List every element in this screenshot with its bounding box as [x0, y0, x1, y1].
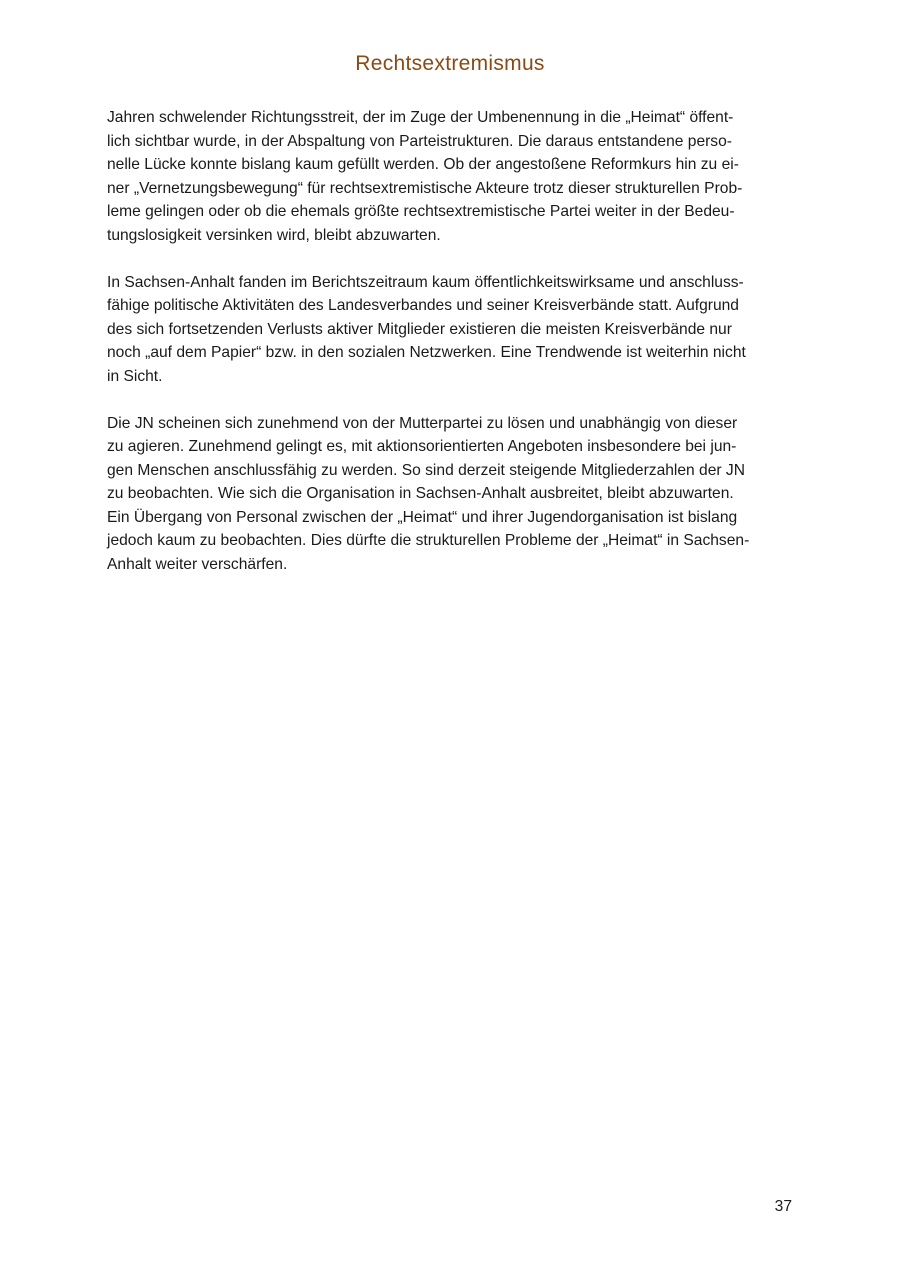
text-line: Anhalt weiter verschärfen.: [107, 555, 288, 573]
page-number: 37: [774, 1198, 792, 1215]
text-line: zu beobachten. Wie sich die Organisation in Sachsen-Anhalt ausbreitet, bleibt abzuwarten.: [107, 485, 734, 502]
page-title: Rechtsextremismus: [355, 52, 545, 75]
text-line: tungslosigkeit versinken wird, bleibt abzuwarten.: [107, 226, 441, 244]
text-line: in Sicht.: [107, 367, 163, 385]
text-line: des sich fortsetzenden Verlusts aktiver Mitglieder existieren die meisten Kreisverbände nur: [107, 320, 732, 338]
text-line: zu agieren. Zunehmend gelingt es, mit aktionsorientierten Angeboten insbesondere bei jun-: [107, 438, 737, 455]
text-line: Ein Übergang von Personal zwischen der „Heimat“ und ihrer Jugendorganisation ist bislang: [107, 508, 738, 526]
text-line: gen Menschen anschlussfähig zu werden. So sind derzeit steigende Mitgliederzahlen der JN: [107, 461, 745, 479]
text-line: jedoch kaum zu beobachten. Dies dürfte die strukturellen Probleme der „Heimat“ in Sachsen-: [107, 532, 750, 549]
paragraph-spacer: [107, 247, 793, 271]
text-line: Jahren schwelender Richtungsstreit, der im Zuge der Umbenennung in die „Heimat“ öffent-: [107, 109, 734, 126]
paragraph-3: [107, 412, 793, 577]
text-line: nelle Lücke konnte bislang kaum gefüllt werden. Ob der angestoßene Reformkurs hin zu ei-: [107, 156, 739, 173]
paragraph-spacer: [107, 388, 793, 412]
text-line: leme gelingen oder ob die ehemals größte rechtsextremistische Partei weiter in der Bedeu-: [107, 203, 735, 220]
text-line: Die JN scheinen sich zunehmend von der Mutterpartei zu lösen und unabhängig von dieser: [107, 414, 738, 432]
text-line: lich sichtbar wurde, in der Abspaltung von Parteistrukturen. Die daraus entstandene perso-: [107, 132, 732, 150]
paragraph-1: [107, 106, 793, 247]
text-line: fähige politische Aktivitäten des Landesverbandes und seiner Kreisverbände statt. Aufgrund: [107, 297, 739, 314]
text-line: In Sachsen-Anhalt fanden im Berichtszeitraum kaum öffentlichkeitswirksame und anschluss-: [107, 273, 744, 291]
body-text: [107, 106, 793, 576]
text-line: ner „Vernetzungsbewegung“ für rechtsextremistische Akteure trotz dieser strukturellen Prob-: [107, 179, 743, 197]
paragraph-2: [107, 271, 793, 389]
text-line: noch „auf dem Papier“ bzw. in den sozialen Netzwerken. Eine Trendwende ist weiterhin nicht: [107, 344, 746, 361]
